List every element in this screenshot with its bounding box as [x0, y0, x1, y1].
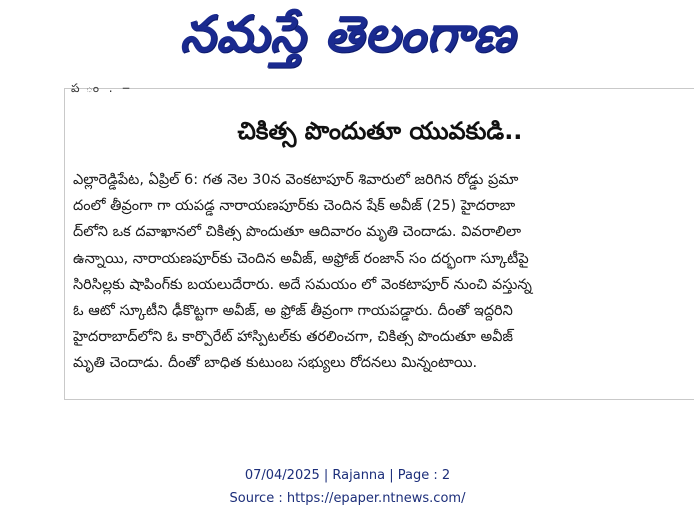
- article-line: మృతి చెందాడు. దీంతో బాధిత కుటుంబ సభ్యులు రోదనలు మిన్నంటాయి.: [73, 355, 478, 372]
- article-line: ఓ ఆటో స్కూటీని ఢీకొట్టగా అవీజ్, అ ఫ్రోజ్ తీవ్రంగా గాయపడ్డారు. దీంతో ఇద్దరిని: [73, 303, 513, 320]
- edition-info: 07/04/2025 | Rajanna | Page : 2: [244, 468, 451, 483]
- article-line: ఎల్లారెడ్డిపేట, ఏప్రిల్ 6: గత నెల 30న వెంకటాపూర్ శివారులో జరిగిన రోడ్డు ప్రమా: [73, 172, 519, 188]
- cut-off-text: ప ం . ౼: [71, 81, 133, 95]
- masthead: [0, 0, 695, 80]
- article-body: [73, 167, 687, 377]
- page-footer: [0, 464, 695, 510]
- article-line: ద్‌లోని ఒక దవాఖానలో చికిత్స పొందుతూ ఆదివారం మృతి చెందాడు. వివరాలిలా: [73, 224, 522, 241]
- article-line: దంలో తీవ్రంగా గా యపడ్డ నారాయణపూర్‌కు చెందిన షేక్ అవీజ్ (25) హైదరాబా: [73, 198, 516, 215]
- article-clipping: [64, 81, 694, 400]
- newspaper-logo: నమస్తే తెలంగాణ: [179, 4, 516, 63]
- article-line: హైదరాబాద్‌లోని ఓ కార్పొరేట్ హాస్పిటల్‌కు తరలించగా, చికిత్స పొందుతూ అవీజ్: [73, 329, 513, 346]
- article-line: సిరిసిల్లకు షాపింగ్‌కు బయలుదేరారు. అదే సమయం లో వెంకటాపూర్ నుంచి వస్తున్న: [73, 276, 532, 293]
- article-line: ఉన్నాయి, నారాయణపూర్‌కు చెందిన అవీజ్, అఫ్రోజ్ రంజాన్ సం దర్భంగా స్కూటీపై: [73, 250, 529, 267]
- article-headline: చికిత్స పొందుతూ యువకుడి..: [237, 117, 523, 145]
- source-link[interactable]: Source : https://epaper.ntnews.com/: [229, 491, 466, 506]
